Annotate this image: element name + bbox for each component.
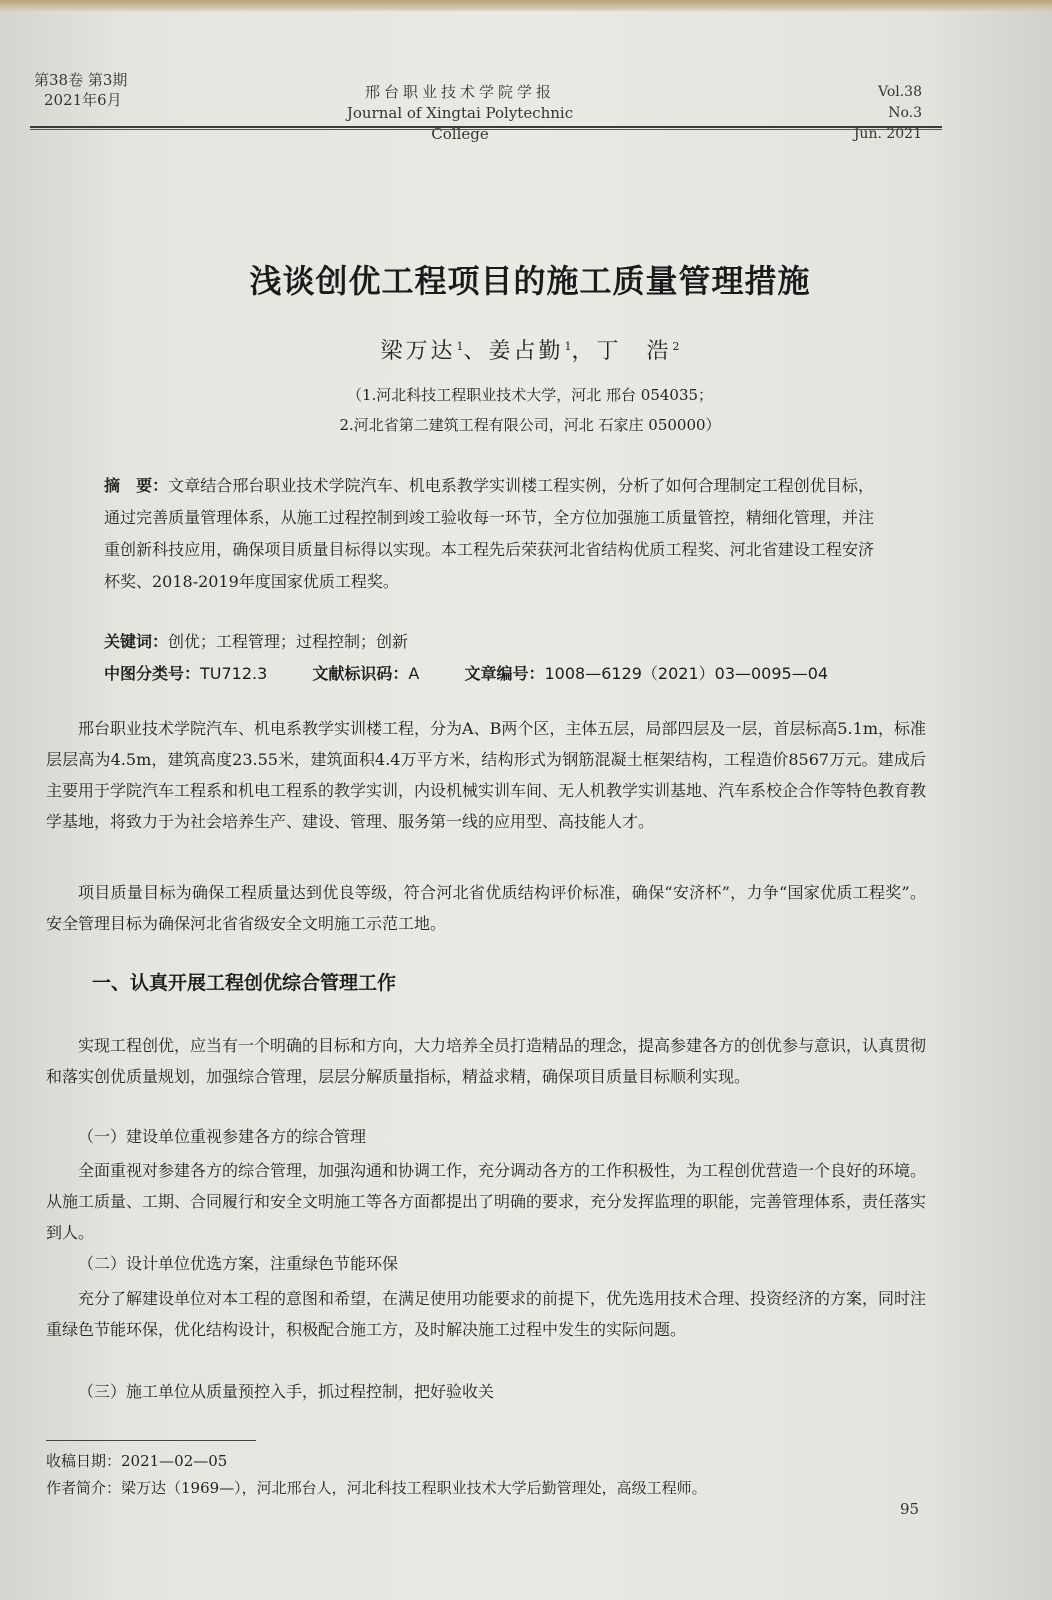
footnote-rule [46, 1440, 256, 1441]
page-top-edge [0, 0, 1052, 12]
body-paragraph: 全面重视对参建各方的综合管理，加强沟通和协调工作，充分调动各方的工作积极性，为工程创优营造一个良好的环境。从施工质量、工期、合同履行和安全文明施工等各方面都提出了明确的要求，充分发挥监理的职能，完善管理体系，责任落实到人。 [46, 1161, 927, 1242]
subsection-heading: （三）施工单位从质量预控入手，抓过程控制，把好验收关 [78, 1382, 495, 1401]
received-date: 收稿日期：2021—02—05 [46, 1452, 228, 1470]
author-affil-mark: 1 [456, 339, 464, 353]
date-cn: 2021年6月 [44, 91, 122, 109]
clc-value: TU712.3 [200, 664, 268, 683]
doc-label: 文献标识码： [312, 664, 409, 683]
affiliation-line: （1.河北科技工程职业技术大学，河北 邢台 054035； [346, 386, 714, 404]
classification-line [104, 662, 874, 686]
journal-name-cn: 邢台职业技术学院学报 [364, 83, 555, 101]
author-bio: 作者简介：梁万达（1969—），河北邢台人，河北科技工程职业技术大学后勤管理处，高级工程师。 [46, 1479, 707, 1497]
affiliation-line: 2.河北省第二建筑工程有限公司，河北 石家庄 050000） [339, 416, 721, 434]
date-en: Jun. 2021 [853, 126, 922, 142]
header-journal [320, 82, 600, 145]
body-paragraph: 邢台职业技术学院汽车、机电系教学实训楼工程，分为A、B两个区，主体五层，局部四层及一层，首层标高5.1m，标准层层高为4.5m，建筑高度23.55米，建筑面积4.4万平方米，结构形式为钢筋混凝土框架结构，工程造价8567万元。建成后主要用于学院汽车工程系和机电工程系的教学实训，内设机械实训车间、无人机教学实训基地、汽车系校企合作等特色教育教学基地，将致力于为社会培养生产、建设、管理、服务第一线的应用型、高技能人才。 [46, 719, 927, 831]
abstract [104, 470, 874, 598]
header-rule [30, 126, 942, 128]
affiliations [100, 380, 960, 440]
art-value: 1008—6129（2021）03—0095—04 [544, 664, 829, 683]
article-title: 浅谈创优工程项目的施工质量管理措施 [249, 262, 811, 300]
art-label: 文章编号： [464, 664, 545, 683]
abstract-label: 摘 要： [104, 476, 169, 495]
section-heading: 一、认真开展工程创优综合管理工作 [92, 972, 397, 994]
vol-issue-cn: 第38卷 第3期 [34, 71, 128, 89]
subsection-heading: （一）建设单位重视参建各方的综合管理 [78, 1127, 367, 1146]
author-affil-mark: 1 [564, 339, 572, 353]
header-rule-thin [30, 129, 942, 130]
header-right [840, 82, 922, 145]
article-number [464, 664, 828, 683]
author-name: 丁 浩 [596, 339, 672, 364]
author-name: 姜占勤 [488, 339, 564, 364]
doc-code [312, 664, 419, 683]
page-number: 95 [900, 1500, 920, 1518]
author-name: 梁万达 [380, 339, 456, 364]
journal-name-en: Journal of Xingtai Polytechnic College [346, 104, 574, 143]
author-list: 梁万达$^1$、姜占勤$^1$，丁 浩$^2$ [380, 339, 680, 364]
doc-value: A [408, 664, 420, 683]
header-left [34, 70, 127, 110]
keywords-text: 创优；工程管理；过程控制；创新 [168, 632, 409, 651]
keywords-label: 关键词： [104, 632, 169, 651]
subsection-heading: （二）设计单位优选方案，注重绿色节能环保 [78, 1254, 399, 1273]
body-paragraph: 项目质量目标为确保工程质量达到优良等级，符合河北省优质结构评价标准，确保“安济杯”，力争“国家优质工程奖”。安全管理目标为确保河北省省级安全文明施工示范工地。 [46, 883, 926, 933]
keywords [104, 630, 874, 654]
author-affil-mark: 2 [672, 339, 680, 353]
clc-code [104, 664, 267, 683]
body-paragraph: 实现工程创优，应当有一个明确的目标和方向，大力培养全员打造精品的理念，提高参建各方的创优参与意识，认真贯彻和落实创优质量规划，加强综合管理，层层分解质量指标，精益求精，确保项目质量目标顺利实现。 [46, 1036, 927, 1086]
body-paragraph: 充分了解建设单位对本工程的意图和希望，在满足使用功能要求的前提下，优先选用技术合理、投资经济的方案，同时注重绿色节能环保，优化结构设计，积极配合施工方，及时解决施工过程中发生的实际问题。 [46, 1289, 927, 1339]
vol-issue-en: Vol.38 No.3 [878, 84, 922, 121]
footnotes [46, 1448, 906, 1502]
clc-label: 中图分类号： [104, 664, 201, 683]
abstract-text: 文章结合邢台职业技术学院汽车、机电系教学实训楼工程实例，分析了如何合理制定工程创优目标，通过完善质量管理体系，从施工过程控制到竣工验收每一环节，全方位加强施工质量管控，精细化管理，并注重创新科技应用，确保项目质量目标得以实现。本工程先后荣获河北省结构优质工程奖、河北省建设工程安济杯奖、2018-2019年度国家优质工程奖。 [104, 476, 874, 591]
